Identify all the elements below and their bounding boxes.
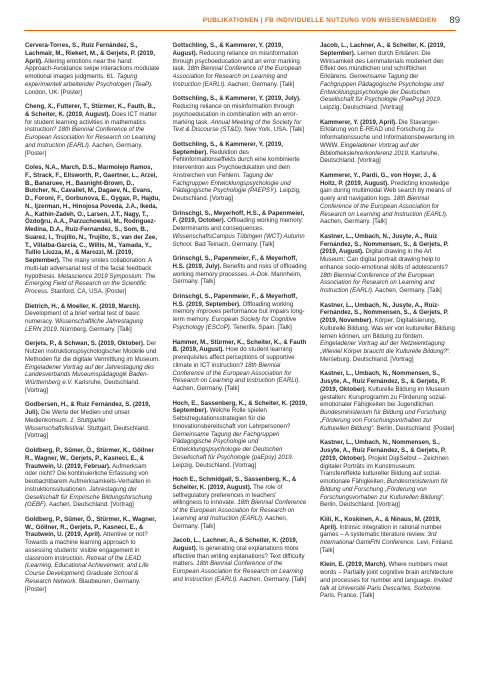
reference-entry [25,303,160,334]
reference-location: Leipzig, Deutschland. [Vortrag] [172,461,257,469]
reference-text: How do student learning prerequisites affect perceptions of supportive climate in ICT instruction? [172,346,295,369]
reference-authors: Grinschgl, S., Papenmeier, F., & Meyerhoff, H.S. (2019, September). [172,292,298,308]
reference-location: Stanford, CA, USA. [Poster] [50,288,127,296]
reference-entry [320,516,455,555]
reference-venue: 1. Stuttgarter Wissenschaftsfestival. [25,416,106,432]
reference-authors: Jacob, L., Lachner, A., & Scheiter, K. (2019, August). [172,537,298,552]
reference-authors: Gerjets, P., & Schwan, S. (2019, Oktober). [25,340,145,348]
reference-authors: Hammer, M., Stürmer, K., Scheiter, K., & Fauth B. (2019, August). [172,338,307,354]
reference-authors: Kastner, L., Umbach, N., Nommensen, S., Jusyte, A., Ruiz Fernández, S., & Gerjets, P. (2019, Oktober). [320,439,446,462]
reference-venue: Retreat of the LEAD (Learning, Educational Achievement, and Life Course Development) Graduate School & Research Network. [25,554,149,585]
reference-venue: 3rd International GamiFIN Conference. [320,531,437,547]
reference-venue: Eingeladener Vortrag auf der Netzwerktagung „Wieviel Körper braucht die Kulturelle Bildung?“. [320,340,451,356]
reference-venue: Tagung der Fachgruppen Entwicklungspsychologie und Pädagogische Psychologie (PAEPSY). [172,171,291,195]
reference-venue: Tagung experimentell arbeitender Psychologen (TeaP). [25,73,153,88]
reference-text: Intrinsic integration in rational number games – A systematic literature review. [320,523,442,539]
reference-authors: Cervera-Torres, S., Ruiz Fernández, S., Lachmair, M., Riekert, M., & Gerjets, P. (2019, April). [25,42,155,65]
reference-text: Projekt DigiSelbst – Zeichnen digitaler Porträts im Kunstmuseum: Transfereffekte kultureller Bildung auf sozial-emotionale Fähigkeiten. [320,454,449,486]
reference-location: Karlsruhe, Deutschland. [Vortrag] [25,379,140,394]
reference-text: Die Stavanger-Erklärung von E-READ und Forschung zu Informationssuche und Informationsbewertung im WWW. [320,118,455,149]
reference-text: Reducing reliance on misinformation through psychoeducation in combination with an error-marking task. [172,103,298,126]
reference-entry [320,119,455,166]
reference-venue: 18th Biennial Conference of the European Association for Research on Learning and Instruction (EARLI). [172,361,301,385]
reference-location: Mannheim, Germany. [Talk] [172,270,302,286]
reference-location: Aachen, Germany. [Talk] [172,385,240,393]
reference-authors: Kastner, L., Umbach, N., Nommensen, S., Jusyte, A., Ruiz Fernández, S., & Gerjets, P. (2019, Oktober). [320,370,446,393]
reference-venue: 18th Biennial Conference of the European Association for Research on Learning and Instruction (EARLI). [25,126,156,149]
reference-venue: A-Dok. [250,270,270,278]
reference-text: Where numbers meet words – Partially joint cognitive brain architecture and processes for number and language. [320,561,454,584]
reference-authors: Kastner, L., Umbach, N., Jusyte, A., Ruiz-Fernández, S., Nommensen, S., & Gerjets, P. (2019, November). [320,301,449,325]
reference-authors: Goldberg, P., Sümer, Ö., Stürmer, K., Göllner R., Wagner, W., Gerjets, P., Kasneci, E., & Trautwein, U. (2019, Februar). [25,447,154,470]
reference-authors: Grinschgl, S., Papenmeier, F., & Meyerhoff, H.S. (2019, July). [172,255,298,270]
reference-text: Digital drawing in the Art Museum: Can digital portrait drawing help to enhance socio-emotional skills of adolescents? [320,248,449,271]
reference-entry [320,439,455,509]
publication-columns [25,42,455,672]
reference-text: Die Werte der Medien und unser Medienkonsum. [25,409,130,424]
reference-location: Leipzig, Deutschland. [Vortrag] [172,187,301,203]
reference-text: Development of a brief verbal test of basic numeracy. [25,310,140,326]
reference-entry [320,233,455,295]
reference-authors: Kiili, K., Koskinen, A., & Ninaus, M. (2019, April). [320,515,441,531]
reference-text: Benefits and risks of offloading working memory processes. [172,262,307,278]
reference-text: Offloading working memory: Determinants and consequences. [172,217,304,233]
reference-venue: 18th Biennial Conference of the European Association for Research on Learning and Instruction (EARLI). [172,560,304,583]
reference-location: Karlsruhe, Deutschland. [Vortrag] [320,149,440,165]
reference-text: Is generating oral explanations more effective than writing explanations? Text difficulty matters. [172,544,305,568]
reference-authors: Hoch, E., Sassenberg, K., & Scheiter, K. (2019, September). [172,399,307,415]
reference-venue: Wissenschaftliche Jahrestagung LERN 2019. [25,318,143,333]
reference-authors: Godbersen, H., & Ruiz Fernández, S. (2019, Juli). [25,401,151,417]
page-header [0,14,480,26]
reference-text: Kulturelle Bildung im Museum gestalten: Kursprogramm zu Förderung sozial-emotionaler Fähigkeiten bei Jugendlichen. [320,385,450,409]
reference-location: Berlin, Deutschland. [Vortrag] [320,501,400,509]
reference-location: Merseburg, Deutschland. [Vortrag] [320,355,414,363]
reference-location: New York, USA. [Talk] [244,126,305,134]
reference-venue: 18th Biennial Conference of the European Association for Research on Learning and Instruction (EARLI). [172,499,307,522]
reference-location: Aachen, Germany. [Talk] [320,218,387,226]
reference-text: Altering emotions near the hand: Approach-Avoidance swipe interactions modulate emotional images judgments. 61. [25,57,160,80]
reference-authors: Dietrich, H., & Moeller, K. (2019, March). [25,302,141,310]
reference-location: Aachen, Germany. [Talk] [172,514,288,530]
reference-entry [25,401,160,440]
reference-entry [173,141,308,203]
reference-location: Aachen, Germany. [Talk] [239,575,307,583]
reference-venue: Annual Meeting of the Society for Text & Discourse (ST&D). [172,118,302,134]
column-middle [173,42,308,672]
reference-venue: Eingeladener Vortrag auf der Jahrestagung des Landesverbands Museumspädagogik Baden-Württemberg e.V. [25,363,155,387]
reference-text: Predicting knowledge gain during multimodal Web search by means of query and navigation logs. [320,179,452,203]
reference-text: Lernen durch Erklären: Die Wirksamkeit des Lernmaterials moderiert den Effekt des mündlichen und schriftlichen Erklärens. [320,49,444,80]
reference-entry [25,103,160,157]
reference-location: Stuttgart, Deutschland. [Vortrag] [25,424,150,440]
reference-authors: Gottschling, S., & Kammerer, Y. (2019, August). [172,42,283,57]
reference-venue: Jahrestagung der Gesellschaft für Empirische Bildungsforschung (GEBF). [25,485,152,509]
reference-venue: Gemeinsame Tagung der Fachgruppen Pädagogische Psychologie und Entwicklungspsychologie der Deutschen Gesellschaft für Psychologie (paEpsy) 2019. [172,430,294,461]
reference-entry [25,164,160,296]
reference-venue: Metascience 2019 Symposium: The Emerging Field of Research on the Scientific Process. [25,272,156,296]
reference-location: Nürnberg, Germany. [Talk] [60,325,132,333]
reference-entry [320,370,455,432]
reference-entry [173,95,308,134]
reference-authors: Grinschgl, S., Meyerhoff, H.S., & Papenmeier, F. (2019, October). [172,209,305,225]
reference-venue: 18th Biennial Conference of the European Association for Research on Learning and Instruction (EARLI). [320,271,435,295]
reference-entry [173,255,308,286]
reference-entry [320,42,455,112]
reference-location: Aachen, Germany. [Talk] [227,80,295,88]
reference-authors: Kammerer, Y. (2019, April). [320,118,397,126]
reference-location: Aachen, Germany. [Talk] [374,287,442,295]
reference-location: Berlin, Deutschland. [Poster] [376,424,455,432]
reference-text: Welche Rolle spielen Selbstregulationsstrategien für die Innovationsbereitschaft von Lehrpersonen? [172,407,291,430]
reference-text: Attentive or not? Towards a machine learning approach to assessing students' visible engagement in classroom instruction. [25,531,148,562]
reference-entry [173,400,308,470]
reference-authors: Goldberg, P., Sümer, Ö., Stürmer, K., Wagner, W., Göllner, R., Gerjets, P., Kasneci, E., & Trautwein, U. (2019, April). [25,515,157,539]
reference-venue: Bundesministerium für Bildung und Forschung „Förderung von Forschungsvorhaben zur Kulturellen Bildung“. [320,409,446,432]
reference-venue: 18th Biennial Conference of the European Association for Research on Learning and Instruction (EARLI). [320,195,448,218]
reference-entry [173,339,308,393]
reference-location: Aachen, Germany. [Poster] [25,141,143,157]
reference-location: Levi, Finland. [Talk] [320,539,454,554]
reference-text: Does ICT matter for student learning activities in mathematics instruction? [25,110,157,134]
reference-location: Blaubeuren, Germany. [Poster] [25,577,141,593]
reference-location: Aachen, Deutschland. [Vortrag] [48,501,134,509]
header-rule [24,30,456,31]
reference-entry [173,293,308,332]
reference-venue: Gemeinsame Tagung der Fachgruppen Pädagogische Psychologie und Entwicklungspsychologie der Deutschen Gesellschaft für Psychologie (PaePsy) 2019. [320,73,444,104]
reference-entry [25,516,160,594]
page-number: 89 [449,14,460,26]
reference-entry [173,476,308,530]
reference-venue: Bundesministerium für Bildung und Forschung „Förderung von Forschungsvorhaben zur Kulturellen Bildung“. [320,478,449,501]
reference-entry [173,537,308,584]
reference-entry [320,561,455,600]
reference-authors: Jacob, L., Lachner, A., & Scheiter, K. (2019, September). [320,42,446,57]
reference-text: Körper, Digitalisierung, Kulturelle Bildung. Was wir von kultureller Bildung lernen können, um Bildung zu fördern. [320,317,455,340]
reference-authors: Cheng, X., Futterer, T., Stürmer, K., Fauth, B., & Scheiter, K. (2019, August). [25,103,156,118]
reference-entry [25,447,160,509]
reference-venue: Invited talk at Université Paris Descartes, Sorbonne. [320,576,452,592]
reference-location: Leipzig, Deutschland. [Vortrag] [320,104,404,111]
reference-venue: European Society for Cognitive Psychology (ESCoP). [172,316,297,331]
reference-location: Paris, France. [Talk] [320,592,375,600]
reference-text: Offloading working memory improves performance but impairs long-term memory. [172,300,305,324]
reference-text: Der Nutzen instruktionspsychologischer Modelle und Methoden für die digitale Vermittlung im Museum. [25,340,160,363]
reference-authors: Gottschling, S., & Kammerer, Y. (2019, September). [172,140,283,156]
section-title: PUBLIKATIONEN | FB INDIVIDUELLE NUTZUNG VON WISSENSMEDIEN [202,16,437,24]
reference-text: Reducing reliance on misinformation through psychoeducation and an error marking task. [172,49,300,73]
reference-venue: 18th Biennial Conference of the European Association for Research on Learning and Instruction (EARLI). [172,65,302,88]
reference-authors: Coles, N.A., March, D.S., Marmolejo Ramos, F., Strack, F., Ellsworth, P., Gaertner, L., Arzel, B., Banaruee, H., Basnight-Brown, D., Butcher, N., Cavallet, M., Dagaev, N., Evans, D., Foroni, F., Gorbunova, E., Gygax, P., Hajdu, N., Ijzerman, H., Hinojosa Poveda, J.A., Ikeda, A., Kathin-Zadeh, O., Larsen, J.T., Nagy, T., Özdoğru, A.A., Parzuchowski, M., Rodriguez-Medina, D.A., Ruiz-Fernandez, S., Som, B., Suarez, I., Trujillo, N., Trujillo, S., van der Zee, T., Villalba-Garcia, C., Willis, M., Yamada, Y., Tullio Liuzza, M., & Marozzi, M. (2019, September). [25,164,160,265]
reference-entry [173,42,308,89]
reference-authors: Kammerer, Y., Pardi, G., von Hoyer, J., & Holtz, P. (2019, August). [320,171,437,187]
reference-authors: Hoch E., Schmidgall, S., Sassenberg, K., & Scheiter, K. (2019, August). [172,476,297,491]
reference-entry [320,172,455,226]
column-left [25,42,160,672]
reference-location: Bad Teinach, Germany. [Talk] [194,240,275,248]
reference-authors: Klein, E. (2019, March). [320,561,387,569]
reference-text: Aufmerksam oder nicht? Die kontinuierliche Erfassung von beobachtbarem Aufmerksamkeits-Verhalten in instruktionssituationen. [25,462,151,493]
reference-text: The many smiles collaboration: A multi-lab adversarial test of the facial feedback hypothesis. [25,257,152,280]
reference-venue: Eingeladener Vortrag auf der Bibliothekslehrerkonferenz 2019. [320,141,420,157]
reference-authors: Gottschling, S., & Kammerer, Y. (2019, July). [172,95,301,103]
reference-entry [25,42,160,96]
reference-text: The role of selfregulatory preferences in teachers' willingness to innovate. [172,483,283,507]
reference-entry [25,340,160,394]
reference-venue: WissenschaftsCampus Tübingen (WCT) Autumn School. [172,232,305,248]
column-right [320,42,455,672]
reference-authors: Kastner, L., Umbach, N., Jusyte, A., Ruiz Fernández, S., Nommensen, S., & Gerjets, P. (2019, August). [320,232,449,256]
reference-location: Tenerife, Spain. [Talk] [233,323,292,331]
reference-text: Reduktion des Fehlinformationseffekts durch eine kombinierte Intervention aus Psychoedukation und dem Anstreichen von Fehlern. [172,148,300,179]
reference-entry [173,210,308,249]
reference-location: London, UK. [Poster] [25,88,83,96]
reference-entry [320,302,455,364]
